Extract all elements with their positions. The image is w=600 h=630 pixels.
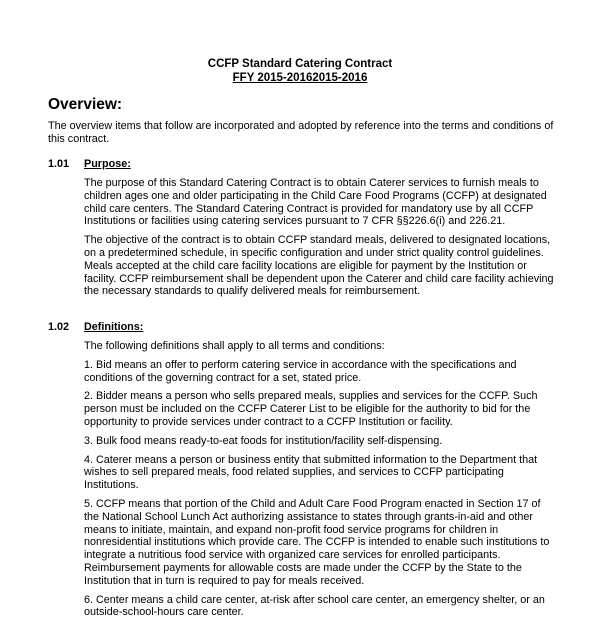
paragraph: The objective of the contract is to obtain CCFP standard meals, delivered to designated locations, on a predetermined schedule, in specific configuration and under strict quality control guidelines. Meals accepted at the child care facility locations are eligible for payment by the Institution or facility. CCFP reimbursement shall be dependent upon the Caterer and child care facility achieving the necessary standards to qualify delivered meals for reimbursement. — [84, 234, 554, 298]
document-subtitle: FFY 2015-20162015-2016 — [232, 72, 368, 84]
definition-item: 6. Center means a child care center, at-risk after school care center, an emergency shelter, or an outside-school-hours care center. — [84, 593, 545, 619]
overview-intro: The overview items that follow are incorporated and adopted by reference into the terms and conditions of this contract. — [48, 120, 554, 145]
definition-item: 2. Bidder means a person who sells prepared meals, supplies and services for the CCFP. Such person must be included on the CCFP Caterer List to be eligible for the authority to bid for the opportunity to provide services under contract to a CCFP Institution or facility. — [84, 390, 538, 428]
definition-item: 3. Bulk food means ready-to-eat foods for institution/facility self-dispensing. — [84, 434, 443, 447]
document-title: CCFP Standard Catering Contract — [207, 58, 393, 70]
paragraph: The purpose of this Standard Catering Contract is to obtain Caterer services to furnish meals to children ages one and older participating in the Child Care Food Programs (CCFP) at designated child care centers. The Standard Catering Contract is provided for mandatory use by all CCFP Institutions or facilities using catering services pursuant to 7 CFR §§226.6(i) and 226.21. — [84, 177, 547, 228]
document-header — [0, 57, 600, 85]
section-number: 1.01 — [48, 158, 70, 170]
section-title: Purpose: — [84, 158, 131, 170]
definition-item: 5. CCFP means that portion of the Child and Adult Care Food Program enacted in Section 17 of the National School Lunch Act authorizing assistance to states through grants-in-aid and other means to initiate, maintain, and expand non-profit food service programs for children in nonresidential institutions which provide care. The CCFP is intended to enable such institutions to integrate a nutritious food service with organized care services for enrolled participants. Reimbursement payments for allowable costs are made under the CCFP by the State to the Institution that in turn is required to pay for meals received. — [84, 497, 550, 587]
section-heading-definitions — [48, 321, 143, 334]
section-heading-purpose — [48, 158, 131, 171]
overview-heading: Overview: — [48, 96, 123, 113]
section-title: Definitions: — [84, 321, 144, 333]
section-body-purpose — [84, 177, 554, 304]
paragraph: The following definitions shall apply to all terms and conditions: — [84, 340, 385, 352]
section-number: 1.02 — [48, 321, 70, 333]
definition-item: 4. Caterer means a person or business entity that submitted information to the Department that wishes to sell prepared meals, food related supplies, and services to CCFP participating Institutions. — [84, 453, 538, 492]
section-body-definitions — [84, 340, 554, 625]
definition-item: 1. Bid means an offer to perform catering service in accordance with the specifications and conditions of the governing contract for a set, stated price. — [84, 358, 517, 384]
